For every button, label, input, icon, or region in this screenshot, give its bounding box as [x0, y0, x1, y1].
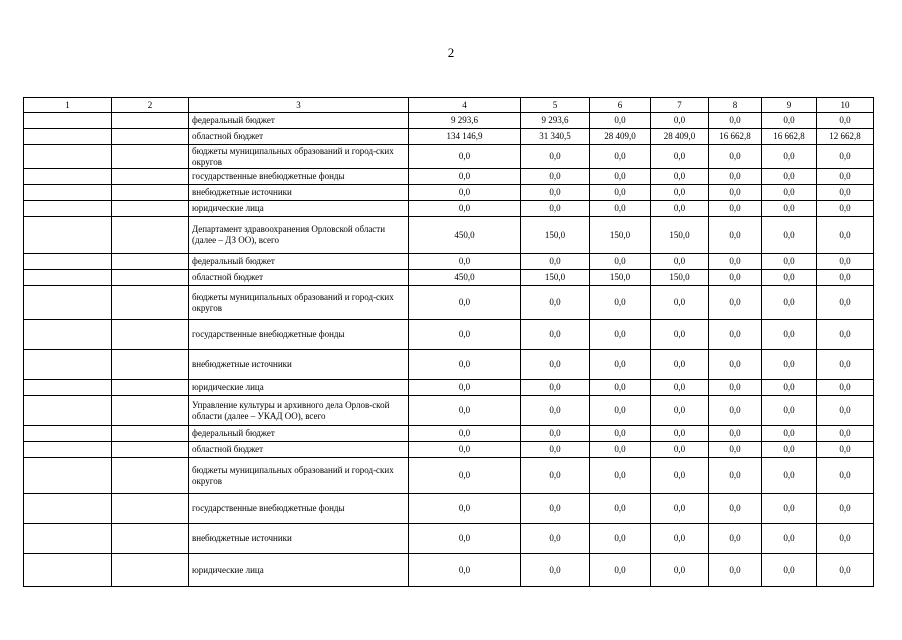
row-label: Управление культуры и архивного дела Орлов-ской области (далее – УКАД ОО), всего: [189, 396, 409, 426]
table-row: [24, 286, 874, 320]
row-label: государственные внебюджетные фонды: [189, 169, 409, 185]
value-cell: 0,0: [762, 145, 817, 169]
value-cell: 0,0: [521, 350, 590, 380]
cell-col2: [112, 145, 189, 169]
column-header: 8: [709, 98, 762, 113]
table-header-row: [24, 98, 874, 113]
value-cell: 0,0: [709, 169, 762, 185]
value-cell: 0,0: [521, 320, 590, 350]
value-cell: 0,0: [409, 524, 521, 554]
cell-col1: [24, 396, 112, 426]
table-row: [24, 380, 874, 396]
value-cell: 0,0: [409, 494, 521, 524]
value-cell: 0,0: [521, 380, 590, 396]
cell-col2: [112, 129, 189, 145]
value-cell: 0,0: [409, 320, 521, 350]
row-label: юридические лица: [189, 380, 409, 396]
value-cell: 0,0: [409, 145, 521, 169]
table-row: [24, 145, 874, 169]
value-cell: 0,0: [709, 320, 762, 350]
value-cell: 9 293,6: [521, 113, 590, 129]
value-cell: 0,0: [651, 380, 709, 396]
value-cell: 0,0: [651, 426, 709, 442]
value-cell: 0,0: [709, 201, 762, 217]
cell-col1: [24, 201, 112, 217]
value-cell: 0,0: [817, 396, 874, 426]
value-cell: 0,0: [762, 524, 817, 554]
value-cell: 450,0: [409, 270, 521, 286]
value-cell: 0,0: [590, 524, 651, 554]
table-body: [24, 113, 874, 587]
value-cell: 0,0: [817, 286, 874, 320]
value-cell: 150,0: [590, 217, 651, 254]
table-row: [24, 201, 874, 217]
value-cell: 0,0: [590, 494, 651, 524]
column-header: 5: [521, 98, 590, 113]
row-label: бюджеты муниципальных образований и город-ских округов: [189, 286, 409, 320]
column-header: 6: [590, 98, 651, 113]
value-cell: 0,0: [762, 458, 817, 494]
value-cell: 0,0: [590, 350, 651, 380]
cell-col1: [24, 494, 112, 524]
value-cell: 0,0: [762, 396, 817, 426]
value-cell: 0,0: [590, 380, 651, 396]
value-cell: 0,0: [651, 113, 709, 129]
value-cell: 0,0: [590, 426, 651, 442]
value-cell: 0,0: [521, 524, 590, 554]
value-cell: 0,0: [817, 458, 874, 494]
value-cell: 0,0: [409, 380, 521, 396]
cell-col1: [24, 458, 112, 494]
value-cell: 134 146,9: [409, 129, 521, 145]
value-cell: 0,0: [521, 145, 590, 169]
cell-col1: [24, 524, 112, 554]
value-cell: 0,0: [590, 201, 651, 217]
value-cell: 150,0: [590, 270, 651, 286]
value-cell: 150,0: [521, 217, 590, 254]
value-cell: 0,0: [521, 185, 590, 201]
value-cell: 0,0: [409, 396, 521, 426]
value-cell: 0,0: [762, 201, 817, 217]
cell-col1: [24, 169, 112, 185]
value-cell: 0,0: [817, 201, 874, 217]
value-cell: 0,0: [521, 254, 590, 270]
column-header: 7: [651, 98, 709, 113]
value-cell: 0,0: [651, 396, 709, 426]
row-label: бюджеты муниципальных образований и город-ских округов: [189, 145, 409, 169]
value-cell: 0,0: [651, 494, 709, 524]
value-cell: 0,0: [590, 286, 651, 320]
value-cell: 0,0: [762, 554, 817, 587]
value-cell: 0,0: [651, 442, 709, 458]
value-cell: 0,0: [590, 458, 651, 494]
value-cell: 450,0: [409, 217, 521, 254]
row-label: внебюджетные источники: [189, 185, 409, 201]
cell-col2: [112, 286, 189, 320]
value-cell: 0,0: [709, 185, 762, 201]
value-cell: 0,0: [521, 396, 590, 426]
value-cell: 0,0: [651, 554, 709, 587]
value-cell: 9 293,6: [409, 113, 521, 129]
value-cell: 0,0: [651, 350, 709, 380]
cell-col2: [112, 254, 189, 270]
value-cell: 0,0: [709, 286, 762, 320]
value-cell: 0,0: [817, 270, 874, 286]
table-row: [24, 396, 874, 426]
value-cell: 0,0: [762, 442, 817, 458]
cell-col2: [112, 185, 189, 201]
value-cell: 0,0: [651, 286, 709, 320]
cell-col1: [24, 350, 112, 380]
value-cell: 0,0: [709, 380, 762, 396]
value-cell: 0,0: [409, 426, 521, 442]
value-cell: 0,0: [409, 201, 521, 217]
value-cell: 0,0: [709, 350, 762, 380]
value-cell: 0,0: [409, 169, 521, 185]
value-cell: 0,0: [521, 458, 590, 494]
value-cell: 0,0: [817, 350, 874, 380]
value-cell: 0,0: [762, 113, 817, 129]
table-row: [24, 129, 874, 145]
value-cell: 0,0: [762, 254, 817, 270]
value-cell: 0,0: [817, 524, 874, 554]
cell-col1: [24, 554, 112, 587]
value-cell: 0,0: [409, 350, 521, 380]
value-cell: 0,0: [709, 554, 762, 587]
page-number: 2: [447, 45, 455, 60]
cell-col1: [24, 113, 112, 129]
table-row: [24, 217, 874, 254]
cell-col1: [24, 426, 112, 442]
column-header: 2: [112, 98, 189, 113]
table-row: [24, 524, 874, 554]
column-header: 1: [24, 98, 112, 113]
value-cell: 0,0: [521, 494, 590, 524]
value-cell: 0,0: [409, 286, 521, 320]
value-cell: 0,0: [409, 458, 521, 494]
value-cell: 0,0: [817, 113, 874, 129]
cell-col2: [112, 442, 189, 458]
value-cell: 0,0: [817, 169, 874, 185]
value-cell: 0,0: [651, 254, 709, 270]
table-row: [24, 350, 874, 380]
value-cell: 0,0: [651, 169, 709, 185]
value-cell: 0,0: [817, 442, 874, 458]
value-cell: 16 662,8: [709, 129, 762, 145]
value-cell: 0,0: [817, 217, 874, 254]
value-cell: 0,0: [709, 254, 762, 270]
row-label: государственные внебюджетные фонды: [189, 494, 409, 524]
value-cell: 0,0: [817, 254, 874, 270]
cell-col1: [24, 380, 112, 396]
row-label: юридические лица: [189, 554, 409, 587]
value-cell: 0,0: [709, 270, 762, 286]
cell-col1: [24, 129, 112, 145]
cell-col1: [24, 185, 112, 201]
value-cell: 0,0: [762, 217, 817, 254]
table-row: [24, 270, 874, 286]
value-cell: 0,0: [521, 426, 590, 442]
table-row: [24, 458, 874, 494]
value-cell: 0,0: [651, 320, 709, 350]
value-cell: 0,0: [590, 113, 651, 129]
value-cell: 0,0: [762, 286, 817, 320]
row-label: федеральный бюджет: [189, 426, 409, 442]
value-cell: 0,0: [762, 185, 817, 201]
table-row: [24, 442, 874, 458]
value-cell: 0,0: [817, 554, 874, 587]
value-cell: 0,0: [409, 554, 521, 587]
cell-col2: [112, 494, 189, 524]
value-cell: 0,0: [521, 169, 590, 185]
value-cell: 0,0: [817, 320, 874, 350]
value-cell: 0,0: [762, 380, 817, 396]
cell-col2: [112, 396, 189, 426]
value-cell: 0,0: [651, 185, 709, 201]
value-cell: 0,0: [409, 254, 521, 270]
value-cell: 0,0: [709, 442, 762, 458]
value-cell: 0,0: [762, 350, 817, 380]
row-label: бюджеты муниципальных образований и город-ских округов: [189, 458, 409, 494]
table-row: [24, 426, 874, 442]
value-cell: 0,0: [709, 494, 762, 524]
cell-col1: [24, 320, 112, 350]
cell-col1: [24, 145, 112, 169]
value-cell: 0,0: [590, 442, 651, 458]
value-cell: 0,0: [817, 185, 874, 201]
value-cell: 0,0: [762, 270, 817, 286]
value-cell: 0,0: [817, 380, 874, 396]
cell-col2: [112, 320, 189, 350]
value-cell: 0,0: [521, 286, 590, 320]
column-header: 3: [189, 98, 409, 113]
value-cell: 0,0: [590, 554, 651, 587]
table-row: [24, 169, 874, 185]
value-cell: 28 409,0: [590, 129, 651, 145]
value-cell: 0,0: [590, 185, 651, 201]
value-cell: 150,0: [521, 270, 590, 286]
value-cell: 0,0: [762, 494, 817, 524]
value-cell: 0,0: [651, 145, 709, 169]
value-cell: 0,0: [817, 426, 874, 442]
cell-col1: [24, 286, 112, 320]
cell-col2: [112, 458, 189, 494]
table-row: [24, 320, 874, 350]
value-cell: 0,0: [651, 524, 709, 554]
cell-col1: [24, 217, 112, 254]
column-header: 10: [817, 98, 874, 113]
value-cell: 0,0: [590, 320, 651, 350]
row-label: областной бюджет: [189, 129, 409, 145]
value-cell: 0,0: [521, 554, 590, 587]
row-label: государственные внебюджетные фонды: [189, 320, 409, 350]
column-header: 4: [409, 98, 521, 113]
table-row: [24, 494, 874, 524]
cell-col2: [112, 113, 189, 129]
value-cell: 12 662,8: [817, 129, 874, 145]
value-cell: 0,0: [709, 426, 762, 442]
value-cell: 0,0: [709, 217, 762, 254]
value-cell: 150,0: [651, 270, 709, 286]
value-cell: 31 340,5: [521, 129, 590, 145]
value-cell: 28 409,0: [651, 129, 709, 145]
row-label: юридические лица: [189, 201, 409, 217]
cell-col1: [24, 442, 112, 458]
cell-col2: [112, 217, 189, 254]
row-label: внебюджетные источники: [189, 524, 409, 554]
value-cell: 0,0: [762, 169, 817, 185]
row-label: областной бюджет: [189, 442, 409, 458]
value-cell: 0,0: [590, 145, 651, 169]
table-row: [24, 185, 874, 201]
row-label: федеральный бюджет: [189, 113, 409, 129]
value-cell: 0,0: [651, 201, 709, 217]
row-label: Департамент здравоохранения Орловской области (далее – ДЗ ОО), всего: [189, 217, 409, 254]
cell-col2: [112, 201, 189, 217]
value-cell: 0,0: [590, 396, 651, 426]
cell-col2: [112, 270, 189, 286]
value-cell: 0,0: [762, 320, 817, 350]
cell-col2: [112, 554, 189, 587]
table-row: [24, 113, 874, 129]
value-cell: 0,0: [762, 426, 817, 442]
column-header: 9: [762, 98, 817, 113]
row-label: внебюджетные источники: [189, 350, 409, 380]
value-cell: 16 662,8: [762, 129, 817, 145]
value-cell: 0,0: [709, 396, 762, 426]
row-label: областной бюджет: [189, 270, 409, 286]
value-cell: 0,0: [409, 185, 521, 201]
row-label: федеральный бюджет: [189, 254, 409, 270]
budget-table: [23, 97, 874, 587]
value-cell: 0,0: [590, 254, 651, 270]
value-cell: 0,0: [521, 442, 590, 458]
cell-col2: [112, 524, 189, 554]
value-cell: 0,0: [590, 169, 651, 185]
value-cell: 0,0: [709, 145, 762, 169]
cell-col2: [112, 350, 189, 380]
value-cell: 0,0: [817, 494, 874, 524]
cell-col2: [112, 426, 189, 442]
value-cell: 0,0: [817, 145, 874, 169]
value-cell: 0,0: [409, 442, 521, 458]
value-cell: 0,0: [521, 201, 590, 217]
value-cell: 0,0: [709, 524, 762, 554]
cell-col2: [112, 380, 189, 396]
cell-col1: [24, 254, 112, 270]
value-cell: 150,0: [651, 217, 709, 254]
cell-col1: [24, 270, 112, 286]
table-row: [24, 554, 874, 587]
value-cell: 0,0: [651, 458, 709, 494]
cell-col2: [112, 169, 189, 185]
value-cell: 0,0: [709, 458, 762, 494]
value-cell: 0,0: [709, 113, 762, 129]
table-row: [24, 254, 874, 270]
